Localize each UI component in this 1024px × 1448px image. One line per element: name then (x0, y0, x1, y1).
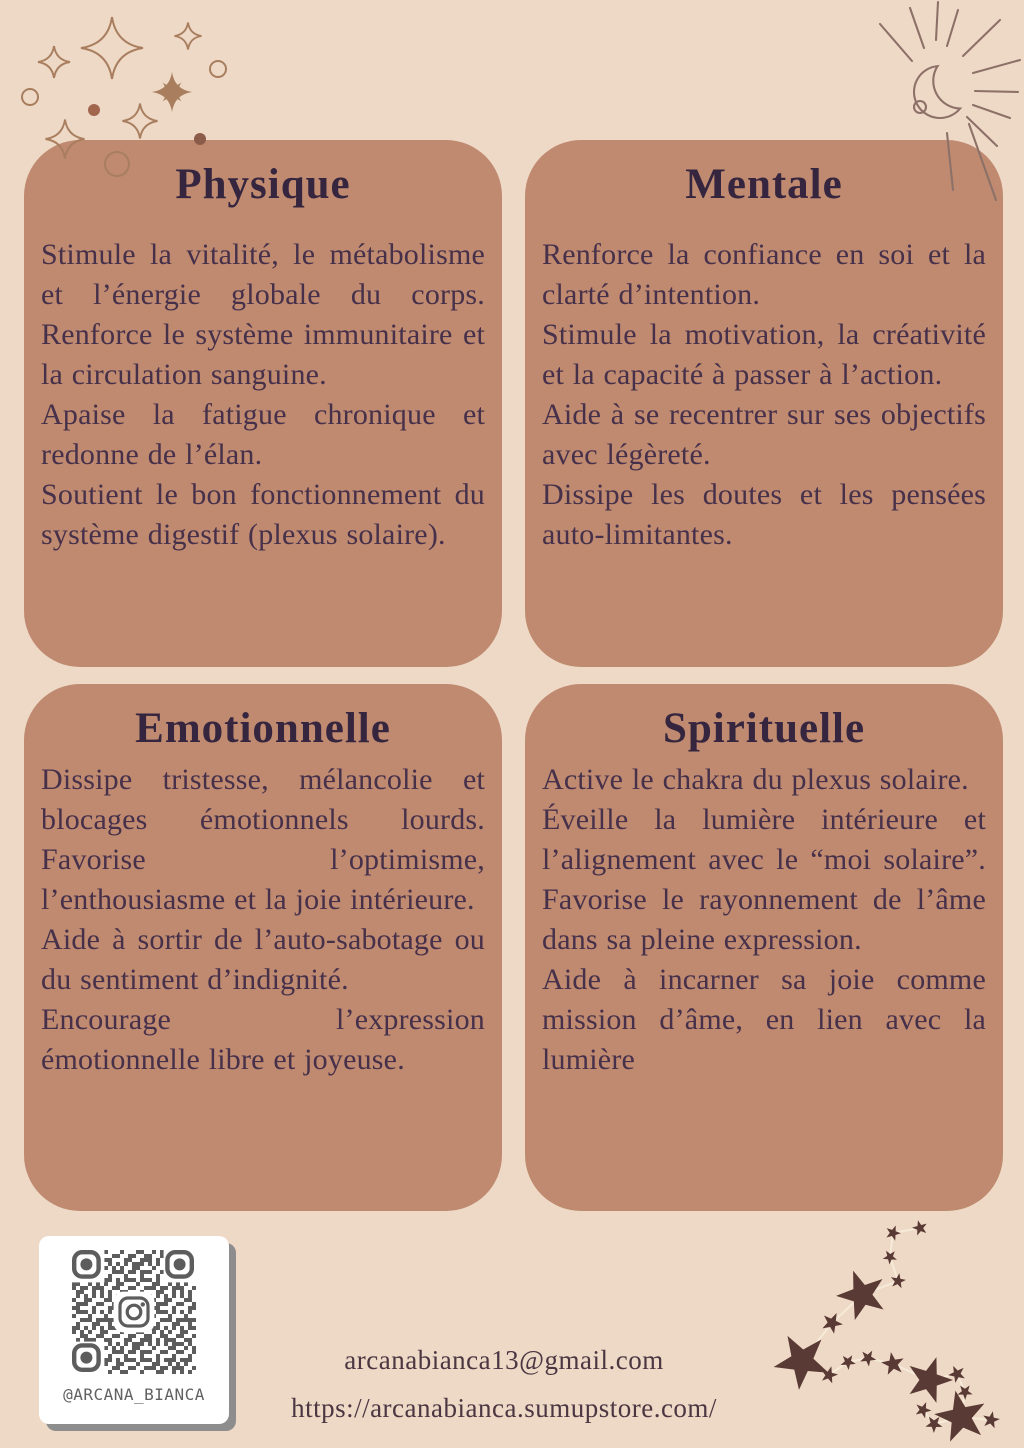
card-spirituelle (525, 684, 1003, 1211)
card-spirituelle-title: Spirituelle (662, 705, 866, 752)
card-paragraph: Stimule la motivation, la créativité et la capacité à passer à l’action. (542, 318, 986, 392)
email-text: arcanabianca13@gmail.com (344, 1345, 664, 1375)
instagram-handle: @ARCANA_BIANCA (63, 1385, 205, 1404)
card-mentale-title: Mentale (685, 161, 843, 208)
instagram-qr-card (39, 1236, 229, 1424)
card-paragraph: Éveille la lumière intérieure et l’alignement avec le “moi solaire”. Favorise le rayonnement de l’âme dans sa pleine expression. (542, 803, 986, 956)
card-paragraph: Active le chakra du plexus solaire. (542, 763, 969, 797)
card-paragraph: Dissipe tristesse, mélancolie et blocages émotionnels lourds. Favorise l’optimisme, l’enthousiasme et la joie intérieure. (41, 763, 485, 917)
card-paragraph: Encourage l’expression émotionnelle libre et joyeuse. (41, 1002, 485, 1076)
card-paragraph: Soutient le bon fonctionnement du système digestif (plexus solaire). (41, 477, 485, 551)
card-physique-title: Physique (175, 161, 351, 208)
card-paragraph: Aide à sortir de l’auto-sabotage ou du sentiment d’indignité. (41, 923, 485, 996)
card-paragraph: Aide à incarner sa joie comme mission d’âme, en lien avec la lumière (542, 962, 986, 1076)
store-url-text: https://arcanabianca.sumupstore.com/ (291, 1393, 717, 1424)
card-paragraph: Apaise la fatigue chronique et redonne de l’élan. (41, 398, 485, 471)
card-physique (24, 140, 502, 667)
card-paragraph: Aide à se recentrer sur ses objectifs avec légèreté. (542, 398, 986, 471)
card-mentale (525, 140, 1003, 667)
card-emotionnelle (24, 684, 502, 1211)
benefits-grid (24, 140, 1003, 1211)
card-paragraph: Renforce la confiance en soi et la clarté d’intention. (542, 238, 986, 312)
instagram-qr-icon (68, 1246, 200, 1378)
card-paragraph: Dissipe les doutes et les pensées auto-limitantes. (542, 477, 986, 551)
card-emotionnelle-title: Emotionnelle (135, 705, 391, 752)
card-paragraph: Stimule la vitalité, le métabolisme et l’énergie globale du corps. Renforce le système immunitaire et la circulation sanguine. (41, 238, 485, 392)
